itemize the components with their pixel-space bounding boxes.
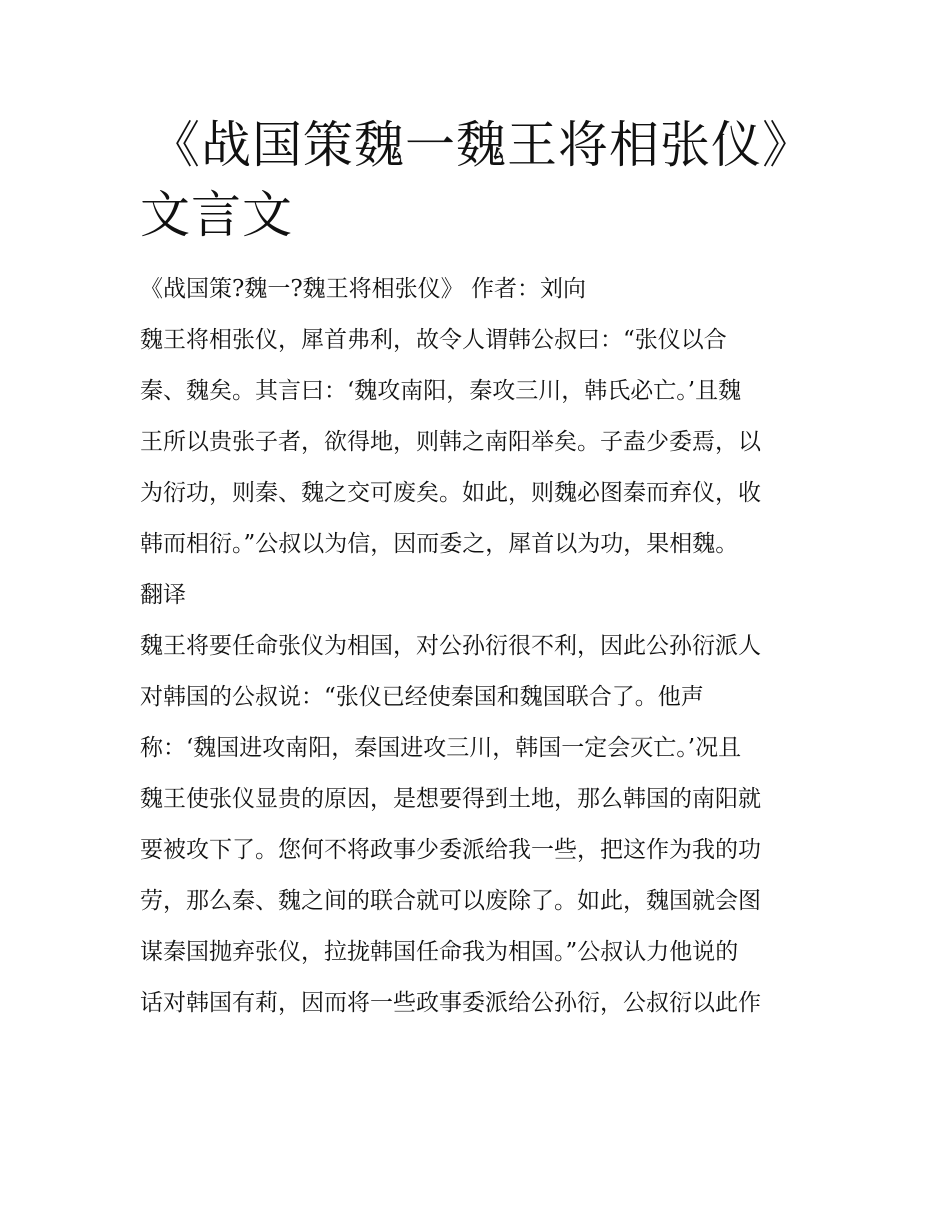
title-line: 《战国策魏一魏王将相张仪》 <box>150 116 813 174</box>
translation-text-line: 对韩国的公叔说：“张仪已经使秦国和魏国联合了。他声 <box>140 684 704 710</box>
document-title <box>140 110 830 250</box>
translation-text-line: 劳，那么秦、魏之间的联合就可以废除了。如此，魏国就会图 <box>140 888 761 914</box>
document-body <box>140 264 830 1029</box>
original-text-line: 魏王将相张仪，犀首弗利，故令人谓韩公叔曰：“张仪以合 <box>140 327 727 353</box>
translation-text-line: 要被攻下了。您何不将政事少委派给我一些，把这作为我的功 <box>140 837 761 863</box>
document-page <box>140 110 830 1029</box>
byline: 《战国策?魏一?魏王将相张仪》 作者：刘向 <box>140 276 586 302</box>
translation-text-line: 谋秦国抛弃张仪，拉拢韩国任命我为相国。”公叔认力他说的 <box>140 939 739 965</box>
original-text-line: 王所以贵张子者，欲得地，则韩之南阳举矣。子盍少委焉，以 <box>140 429 761 455</box>
original-text-line: 秦、魏矣。其言曰：‘魏攻南阳，秦攻三川，韩氏必亡。’且魏 <box>140 378 742 404</box>
translation-text-line: 魏王使张仪显贵的原因，是想要得到土地，那么韩国的南阳就 <box>140 786 761 812</box>
original-text-line: 为衍功，则秦、魏之交可废矣。如此，则魏必图秦而弃仪，收 <box>140 480 761 506</box>
title-line: 文言文 <box>140 186 293 244</box>
translation-text-line: 话对韩国有莉，因而将一些政事委派给公孙衍，公叔衍以此作 <box>140 990 761 1016</box>
original-text-line: 韩而相衍。”公叔以为信，因而委之，犀首以为功，果相魏。 <box>140 531 739 557</box>
translation-heading: 翻译 <box>140 582 186 608</box>
translation-text-line: 魏王将要任命张仪为相国，对公孙衍很不利，因此公孙衍派人 <box>140 633 761 659</box>
translation-text-line: 称：‘魏国进攻南阳，秦国进攻三川，韩国一定会灭亡。’况且 <box>140 735 742 761</box>
